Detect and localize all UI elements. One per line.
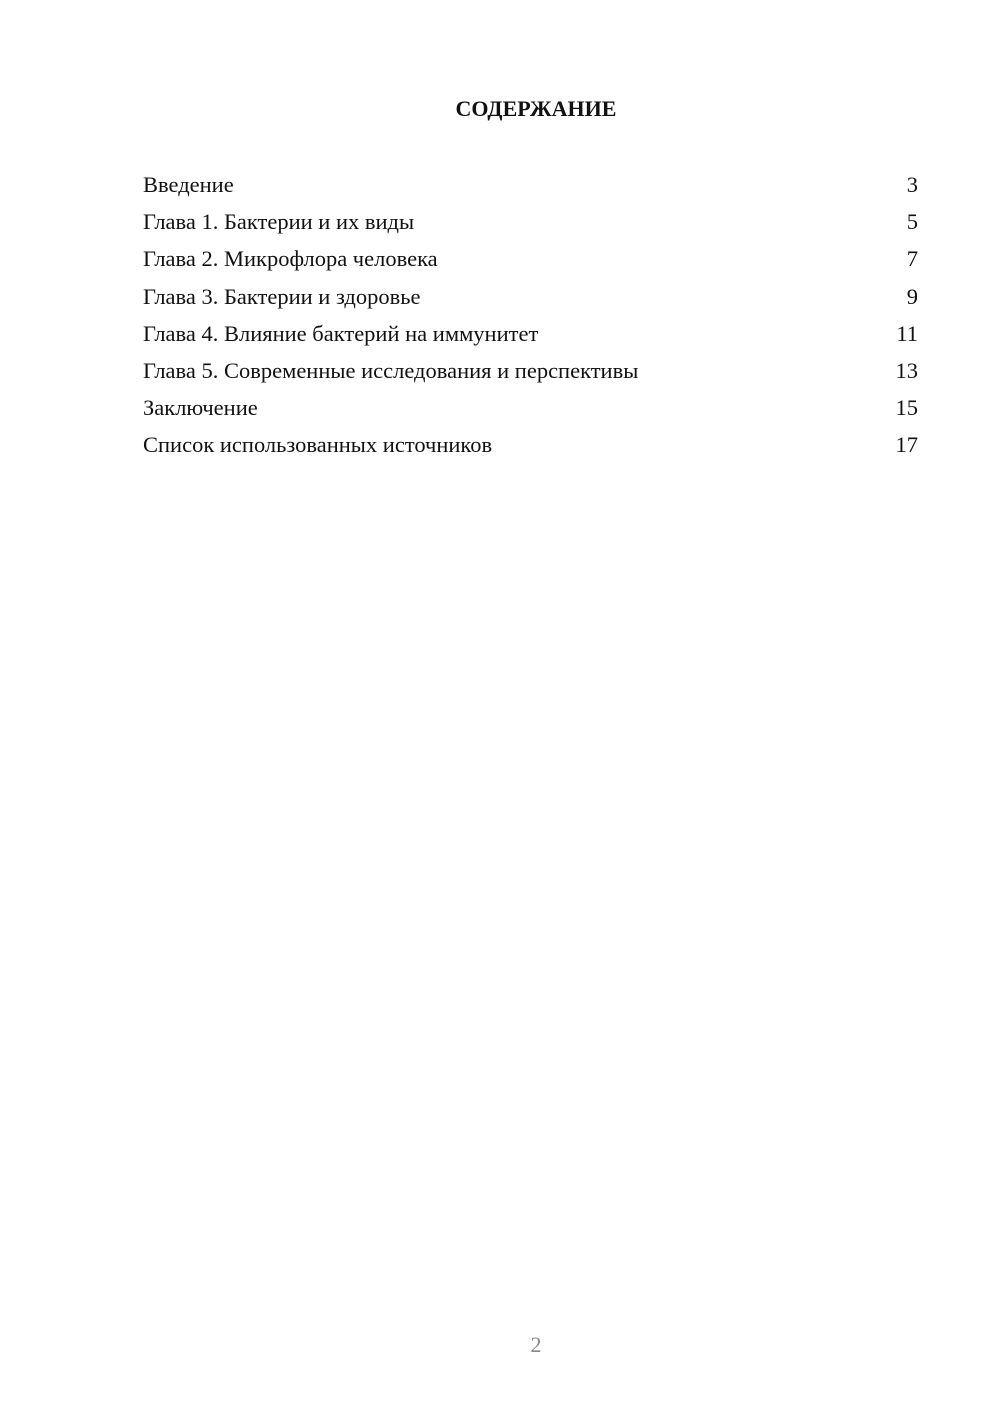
table-of-contents — [143, 170, 918, 468]
toc-entry — [143, 207, 918, 244]
toc-entry-label: Глава 1. Бактерии и их виды — [143, 209, 415, 235]
toc-entry — [143, 244, 918, 281]
toc-entry — [143, 356, 918, 393]
toc-entry-label: Введение — [143, 172, 234, 197]
toc-entry-page: 7 — [906, 246, 918, 272]
toc-entry-label: Глава 2. Микрофлора человека — [143, 246, 438, 272]
toc-entry-label: Список использованных источников — [143, 432, 493, 458]
toc-entry-label: Глава 5. Современные исследования и перспективы — [143, 357, 639, 383]
toc-entry — [143, 282, 918, 319]
toc-entry-label: Заключение — [143, 395, 258, 421]
toc-entry — [143, 319, 918, 356]
toc-entry-label: Глава 3. Бактерии и здоровье — [143, 283, 421, 309]
toc-entry-page: 13 — [895, 357, 918, 383]
page-title: СОДЕРЖАНИЕ — [455, 96, 617, 121]
page-number: 2 — [530, 1332, 542, 1357]
toc-entry-page: 11 — [896, 320, 918, 346]
toc-entry-label: Глава 4. Влияние бактерий на иммунитет — [143, 320, 539, 346]
toc-entry — [143, 430, 918, 467]
toc-entry-page: 9 — [906, 283, 918, 309]
toc-entry-page: 3 — [906, 172, 918, 197]
toc-entry — [143, 393, 918, 430]
toc-entry-page: 5 — [906, 209, 918, 235]
toc-entry-page: 17 — [895, 432, 918, 458]
toc-entry — [143, 170, 918, 207]
toc-entry-page: 15 — [895, 395, 918, 421]
